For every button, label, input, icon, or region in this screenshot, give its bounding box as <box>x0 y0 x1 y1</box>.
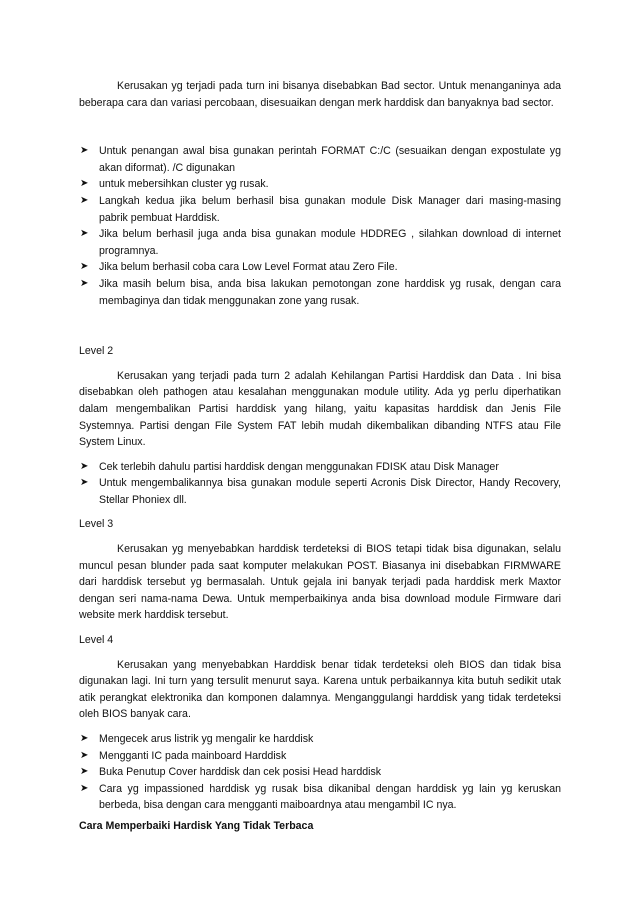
level-3-paragraph: Kerusakan yg menyebabkan harddisk terdeteksi di BIOS tetapi tidak bisa digunakan, selalu muncul pesan blunder pada saat komputer melakukan POST. Biasanya ini disebabkan FIRMWARE dari harddisk tersebut yg bermasalah. Untuk gejala ini banyak terjadi pada harddisk merk Maxtor dengan seri nama-nama Dewa. Untuk memperbaikinya anda bisa download module Firmware dari website merk harddisk tersebut. <box>79 543 561 622</box>
bullet-list-1 <box>79 143 561 309</box>
arrow-bullet-icon: ➤ <box>80 145 89 157</box>
list-item: ➤ Buka Penutup Cover harddisk dan cek posisi Head harddisk <box>79 764 561 781</box>
arrow-bullet-icon: ➤ <box>80 749 89 761</box>
intro-paragraph: Kerusakan yg terjadi pada turn ini bisanya disebabkan Bad sector. Untuk menanganinya ada beberapa cara dan variasi percobaan, disesuaikan dengan merk harddisk dan banyaknya bad sector. <box>79 80 561 109</box>
level-2-heading: Level 2 <box>79 345 114 358</box>
list-item: ➤ Untuk penangan awal bisa gunakan perintah FORMAT C:/C (sesuaikan dengan expostulate yg akan diformat). /C digunakan <box>80 145 561 174</box>
section-title: Cara Memperbaiki Hardisk Yang Tidak Terbaca <box>79 819 314 832</box>
arrow-bullet-icon: ➤ <box>80 782 89 794</box>
arrow-bullet-icon: ➤ <box>80 277 89 289</box>
arrow-bullet-icon: ➤ <box>80 733 89 744</box>
level-4-heading: Level 4 <box>79 634 114 647</box>
arrow-bullet-icon: ➤ <box>80 194 89 206</box>
level-3-heading: Level 3 <box>79 518 114 531</box>
list-item: ➤ Mengecek arus listrik yg mengalir ke harddisk <box>79 731 561 748</box>
list-item: ➤ Jika belum berhasil coba cara Low Level Format atau Zero File. <box>79 259 561 276</box>
arrow-bullet-icon: ➤ <box>80 477 89 489</box>
list-item: ➤ Jika belum berhasil juga anda bisa gunakan module HDDREG , silahkan download di internet programnya. <box>80 228 561 257</box>
level-2-paragraph: Kerusakan yang terjadi pada turn 2 adalah Kehilangan Partisi Harddisk dan Data . Ini bisa disebabkan oleh pathogen atau kesalahan menggunakan module utility. Ada yg perlu diperhatikan dalam mengembalikan Partisi harddisk yang hilang, yaitu kapasitas harddisk dan Jenis File Systemnya. Partisi dengan File System FAT lebih mudah dikembalikan dibanding NTFS atau File System Linux. <box>79 369 561 449</box>
arrow-bullet-icon: ➤ <box>80 261 89 273</box>
list-item: ➤ Untuk mengembalikannya bisa gunakan module seperti Acronis Disk Director, Handy Recovery, Stellar Phoniex dll. <box>80 477 561 506</box>
bullet-list-3 <box>79 731 561 814</box>
list-item: ➤ Mengganti IC pada mainboard Harddisk <box>79 748 561 765</box>
list-item: ➤ untuk mebersihkan cluster yg rusak. <box>79 176 561 193</box>
arrow-bullet-icon: ➤ <box>80 460 89 472</box>
document-page <box>79 70 561 835</box>
bullet-list-2 <box>79 459 561 509</box>
level-4-paragraph: Kerusakan yang menyebabkan Harddisk benar tidak terdeteksi oleh BIOS dan tidak bisa digunakan lagi. Ini turn yang tersulit menurut saya. Karena untuk perbaikannya kita butuh sedikit utak atik perangkat elektronika dan komponen dalamnya. Menganggulangi harddisk yang tidak terdeteksi oleh BIOS banyak cara. <box>79 658 561 721</box>
list-item: ➤ Cara yg impassioned harddisk yg rusak bisa dikanibal dengan harddisk yg lain yg keruskan berbeda, bisa dengan cara mengganti maiboardnya atau mengambil IC nya. <box>80 782 561 812</box>
arrow-bullet-icon: ➤ <box>80 178 89 190</box>
list-item: ➤ Jika masih belum bisa, anda bisa lakukan pemotongan zone harddisk yg rusak, dengan cara membaginya dan tidak menggunakan zone yang rusak. <box>80 277 561 307</box>
list-item: ➤ Cek terlebih dahulu partisi harddisk dengan menggunakan FDISK atau Disk Manager <box>79 459 561 476</box>
list-item: ➤ Langkah kedua jika belum berhasil bisa gunakan module Disk Manager dari masing-masing pabrik pembuat Harddisk. <box>80 194 561 224</box>
arrow-bullet-icon: ➤ <box>80 766 89 778</box>
arrow-bullet-icon: ➤ <box>80 228 89 240</box>
